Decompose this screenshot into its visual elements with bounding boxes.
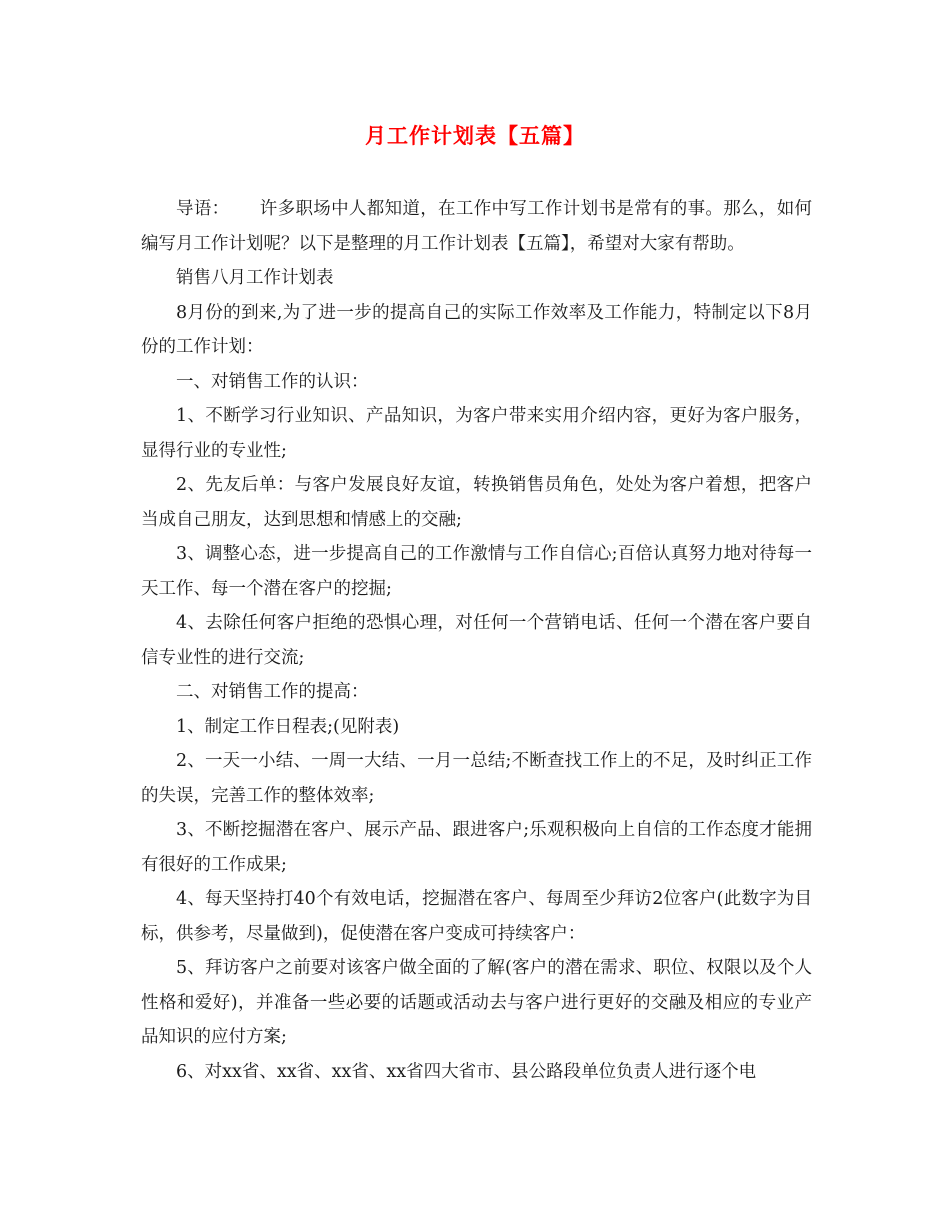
paragraph: 6、对xx省、xx省、xx省、xx省四大省市、县公路段单位负责人进行逐个电: [176, 1061, 757, 1082]
paragraph: 4、去除任何客户拒绝的恐惧心理，对任何一个营销电话、任何一个潜在客户要自信专业性的进行交流;: [141, 613, 812, 668]
paragraph: 二、对销售工作的提高：: [176, 682, 369, 702]
paragraph: 3、不断挖掘潜在客户、展示产品、跟进客户;乐观积极向上自信的工作态度才能拥有很好的工作成果;: [141, 820, 812, 875]
paragraph: 5、拜访客户之前要对该客户做全面的了解(客户的潜在需求、职位、权限以及个人性格和爱好)，并准备一些必要的话题或活动去与客户进行更好的交融及相应的专业产品知识的应付方案;: [141, 958, 812, 1047]
paragraph: 1、制定工作日程表;(见附表): [176, 716, 400, 737]
document-body: [141, 192, 812, 1089]
paragraph: 销售八月工作计划表: [176, 268, 334, 288]
paragraph: 1、不断学习行业知识、产品知识，为客户带来实用介绍内容，更好为客户服务，显得行业的专业性;: [141, 406, 812, 461]
paragraph: 3、调整心态，进一步提高自己的工作激情与工作自信心;百倍认真努力地对待每一天工作、每一个潜在客户的挖掘;: [141, 544, 812, 599]
intro-text: 许多职场中人都知道，在工作中写工作计划书是常有的事。那么，如何编写月工作计划呢？以下是整理的月工作计划表【五篇】，希望对大家有帮助。: [141, 199, 813, 254]
page-title: 月工作计划表【五篇】: [365, 123, 585, 148]
intro-label: 导语：: [176, 199, 230, 219]
paragraph: 2、先友后单：与客户发展良好友谊，转换销售员角色，处处为客户着想，把客户当成自己朋友，达到思想和情感上的交融;: [141, 475, 812, 530]
paragraph: 一、对销售工作的认识：: [176, 371, 369, 392]
paragraph: 2、一天一小结、一周一大结、一月一总结;不断查找工作上的不足，及时纠正工作的失误，完善工作的整体效率;: [141, 751, 812, 806]
paragraph: 8月份的到来,为了进一步的提高自己的实际工作效率及工作能力，特制定以下8月份的工作计划：: [141, 302, 812, 357]
paragraph: 4、每天坚持打40个有效电话，挖掘潜在客户、每周至少拜访2位客户(此数字为目标，供参考，尽量做到)，促使潜在客户变成可持续客户：: [141, 889, 812, 944]
intro-paragraph: [141, 192, 812, 261]
